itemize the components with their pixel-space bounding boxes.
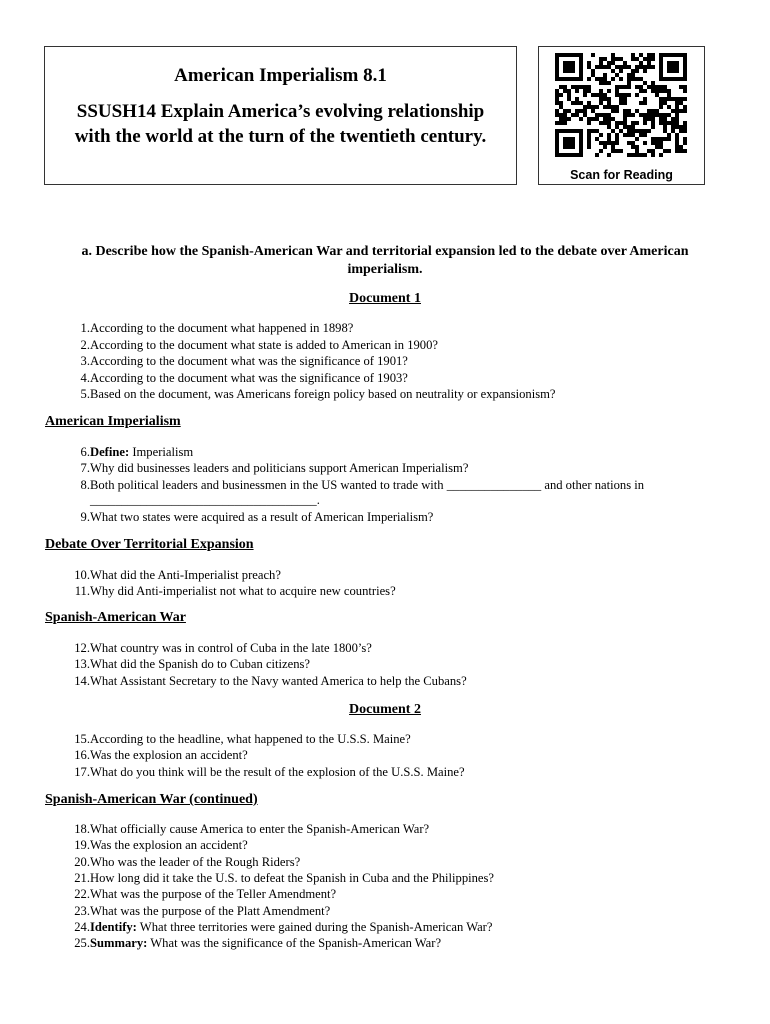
question-8: 8. Both political leaders and businessmen in the US wanted to trade with _______________ and other nations in (80, 478, 645, 492)
question-14: 14. What Assistant Secretary to the Navy wanted America to help the Cubans? (74, 674, 467, 688)
question-19: 19. Was the explosion an accident? (74, 838, 248, 852)
question-15: 15. According to the headline, what happened to the U.S.S. Maine? (74, 732, 411, 746)
question-12: 12. What country was in control of Cuba in the late 1800’s? (74, 641, 372, 655)
question-13: 13. What did the Spanish do to Cuban citizens? (74, 657, 310, 671)
title-box (44, 46, 517, 185)
spanish-american-war-heading: Spanish-American War (45, 610, 186, 625)
standard-line-2: imperialism. (347, 262, 423, 277)
question-10: 10. What did the Anti-Imperialist preach? (74, 568, 281, 582)
question-2: 2. According to the document what state is added to American in 1900? (80, 338, 438, 352)
question-16: 16. Was the explosion an accident? (74, 748, 248, 762)
qr-box (538, 46, 705, 185)
debate-heading: Debate Over Territorial Expansion (45, 537, 254, 552)
standard-description (44, 243, 726, 279)
subtitle-line-2: with the world at the turn of the twentieth century. (74, 126, 487, 147)
question-21: 21. How long did it take the U.S. to defeat the Spanish in Cuba and the Philippines? (74, 871, 494, 885)
question-11: 11. Why did Anti-imperialist not what to acquire new countries? (74, 584, 396, 598)
qr-code-icon[interactable] (555, 53, 687, 157)
question-18: 18. What officially cause America to enter the Spanish-American War? (74, 822, 430, 836)
question-9: 9. What two states were acquired as a result of American Imperialism? (80, 510, 434, 524)
document-2-heading: Document 2 (349, 702, 421, 717)
american-imperialism-heading: American Imperialism (45, 414, 181, 429)
question-24: 24. Identify: What three territories were gained during the Spanish-American War? (74, 920, 493, 934)
question-3: 3. According to the document what was the significance of 1901? (80, 354, 408, 368)
question-8-continued: ____________________________________. (90, 493, 320, 507)
question-22: 22. What was the purpose of the Teller Amendment? (74, 887, 337, 901)
question-20: 20. Who was the leader of the Rough Riders? (74, 855, 301, 869)
document-1-heading: Document 1 (349, 291, 421, 306)
question-17: 17. What do you think will be the result of the explosion of the U.S.S. Maine? (74, 765, 465, 779)
standard-line-1: a. Describe how the Spanish-American War and territorial expansion led to the debate over American (81, 244, 689, 259)
page-title: American Imperialism 8.1 (174, 65, 387, 86)
subtitle-line-1: SSUSH14 Explain America’s evolving relationship (76, 101, 485, 122)
question-25: 25. Summary: What was the significance of the Spanish-American War? (74, 936, 442, 950)
question-4: 4. According to the document what was the significance of 1903? (80, 371, 408, 385)
question-23: 23. What was the purpose of the Platt Amendment? (74, 904, 331, 918)
question-5: 5. Based on the document, was Americans foreign policy based on neutrality or expansionism? (80, 387, 556, 401)
qr-caption: Scan for Reading (570, 168, 673, 182)
standard-subtitle (45, 99, 516, 149)
question-1: 1. According to the document what happened in 1898? (80, 321, 354, 335)
question-6: 6. Define: Imperialism (80, 445, 194, 459)
question-7: 7. Why did businesses leaders and politicians support American Imperialism? (80, 461, 469, 475)
spanish-american-war-continued-heading: Spanish-American War (continued) (45, 792, 258, 807)
